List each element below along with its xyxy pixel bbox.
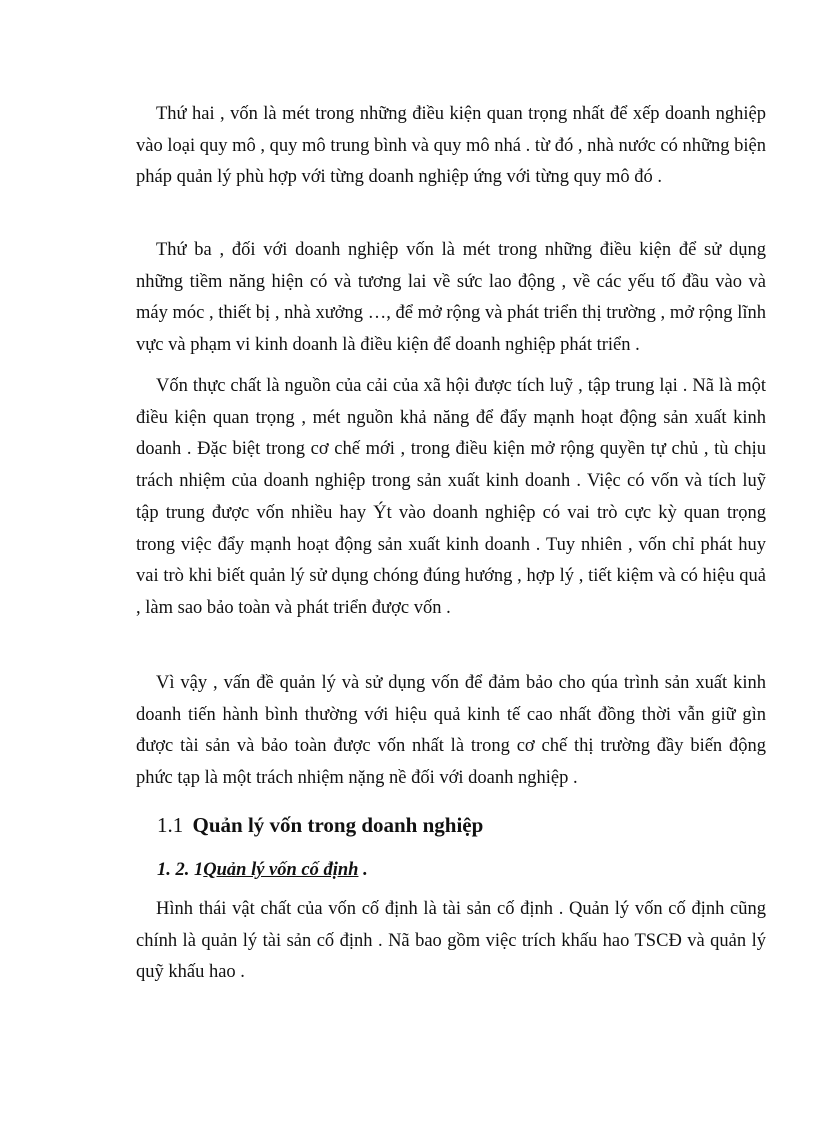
section-heading-title: Quản lý vốn trong doanh nghiệp xyxy=(192,813,484,837)
paragraph-3: Vốn thực chất là nguồn của cải của xã hội được tích luỹ , tập trung lại . Nã là một điều kiện quan trọng , mét nguồn khả năng để đẩy mạnh hoạt động sản xuất kinh doanh . Đặc biệt trong cơ chế mới , trong điều kiện mở rộng quyền tự chủ , tù chịu trách nhiệm của doanh nghiệp trong sản xuất kinh doanh . Việc có vốn và tích luỹ tập trung được vốn nhiều hay Ýt vào doanh nghiệp có vai trò cực kỳ quan trọng trong việc đẩy mạnh hoạt động sản xuất kinh doanh . Tuy nhiên , vốn chỉ phát huy vai trò khi biết quản lý sử dụng chóng đúng hướng , hợp lý , tiết kiệm và có hiệu quả , làm sao bảo toàn và phát triển được vốn . xyxy=(136,376,766,618)
paragraph-1: Thứ hai , vốn là mét trong những điều kiện quan trọng nhất để xếp doanh nghiệp vào loại quy mô , quy mô trung bình và quy mô nhá . từ đó , nhà nước có những biện pháp quản lý phù hợp với từng doanh nghiệp ứng với từng quy mô đó . xyxy=(136,104,766,188)
section-heading-number: 1.1 xyxy=(157,813,184,837)
paragraph-2: Thứ ba , đối với doanh nghiệp vốn là mét trong những điều kiện để sử dụng những tiềm năng hiện có và tương lai về sức lao động , về các yếu tố đầu vào và máy móc , thiết bị , nhà xưởng …, để mở rộng và phát triển thị trường , mở rộng lĩnh vực và phạm vi kinh doanh là điều kiện để doanh nghiệp phát triển . xyxy=(136,240,766,356)
paragraph-4: Vì vậy , vấn đề quản lý và sử dụng vốn để đảm bảo cho qúa trình sản xuất kinh doanh tiến hành bình thường với hiệu quả kinh tế cao nhất đồng thời vẫn giữ gìn được tài sản và bảo toàn được vốn nhất là trong cơ chế thị trường đầy biến động phức tạp là một trách nhiệm nặng nề đối với doanh nghiệp . xyxy=(136,673,766,789)
section-heading xyxy=(157,810,483,840)
subsection-heading xyxy=(157,855,368,885)
subsection-heading-title: Quản lý vốn cố định xyxy=(203,860,359,880)
subsection-heading-number: 1. 2. 1 xyxy=(157,860,204,880)
paragraph-5: Hình thái vật chất của vốn cố định là tài sản cố định . Quản lý vốn cố định cũng chính là quản lý tài sản cố định . Nã bao gồm việc trích khấu hao TSCĐ và quản lý quỹ khấu hao . xyxy=(136,899,766,983)
subsection-heading-suffix: . xyxy=(358,860,368,880)
